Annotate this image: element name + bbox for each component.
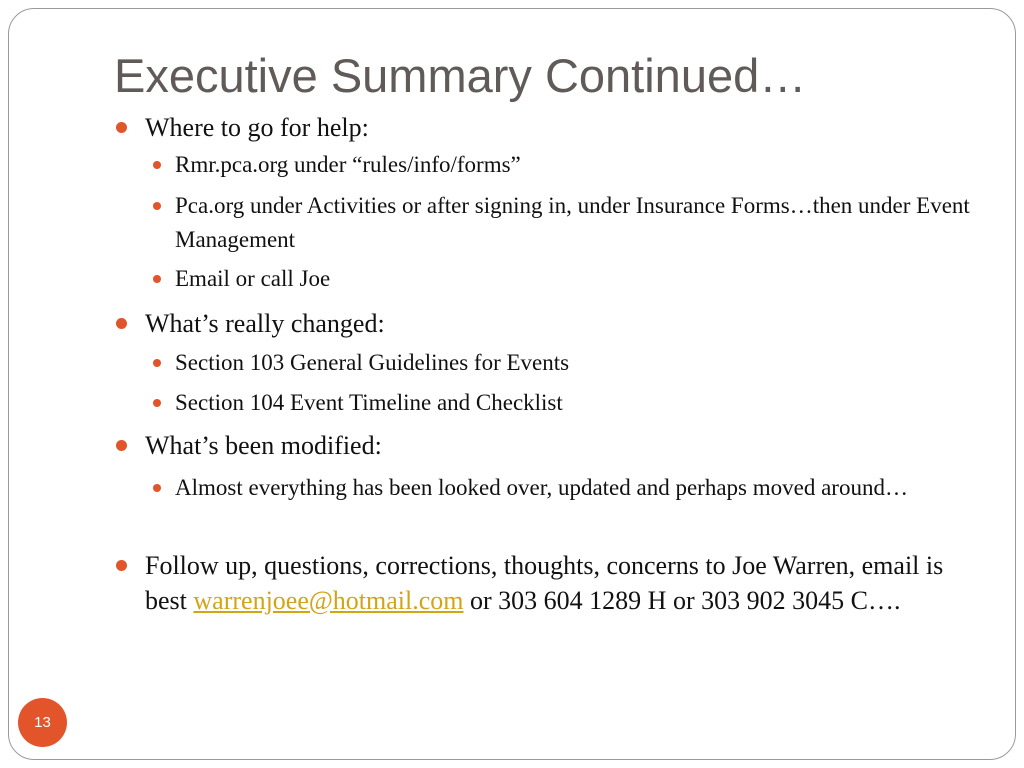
sub-bullet-text: Almost everything has been looked over, updated and perhaps moved around… <box>175 475 908 500</box>
sub-bullet-almost-everything <box>175 471 975 505</box>
bullet-whats-really-changed <box>145 306 975 341</box>
bullet-dot-icon <box>116 560 127 571</box>
sub-bullet-text: Section 104 Event Timeline and Checklist <box>175 390 563 415</box>
follow-up-text: Follow up, questions, corrections, thoughts, concerns to Joe Warren, email is best <box>145 551 944 615</box>
sub-bullet-section-103 <box>175 346 975 380</box>
bullet-dot-icon <box>153 359 161 367</box>
sub-bullet-email-joe <box>175 262 975 296</box>
bullet-dot-icon <box>153 275 161 283</box>
bullet-text: What’s been modified: <box>145 431 382 460</box>
bullet-dot-icon <box>116 318 127 329</box>
bullet-dot-icon <box>116 440 127 451</box>
sub-bullet-pca-org <box>175 189 975 257</box>
bullet-text: What’s really changed: <box>145 309 385 338</box>
sub-bullet-section-104 <box>175 386 975 420</box>
bullet-dot-icon <box>153 161 161 169</box>
bullet-dot-icon <box>116 122 127 133</box>
bullet-whats-been-modified <box>145 428 975 463</box>
page-number-badge: 13 <box>18 698 67 747</box>
sub-bullet-text: Rmr.pca.org under “rules/info/forms” <box>175 152 521 177</box>
sub-bullet-rmr-pca <box>175 148 975 182</box>
bullet-where-to-go-for-help <box>145 110 975 145</box>
bullet-dot-icon <box>153 202 161 210</box>
email-link[interactable]: warrenjoee@hotmail.com <box>193 586 464 615</box>
bullet-dot-icon <box>153 399 161 407</box>
bullet-text: Where to go for help: <box>145 113 369 142</box>
sub-bullet-text: Section 103 General Guidelines for Events <box>175 350 570 375</box>
slide-title: Executive Summary Continued… <box>114 49 807 102</box>
bullet-follow-up <box>145 548 975 618</box>
sub-bullet-text: Pca.org under Activities or after signing in, under Insurance Forms…then under Event Management <box>175 193 970 252</box>
sub-bullet-text: Email or call Joe <box>175 266 331 291</box>
follow-up-phone-text: or 303 604 1289 H or 303 902 3045 C…. <box>463 586 901 615</box>
bullet-dot-icon <box>153 484 161 492</box>
